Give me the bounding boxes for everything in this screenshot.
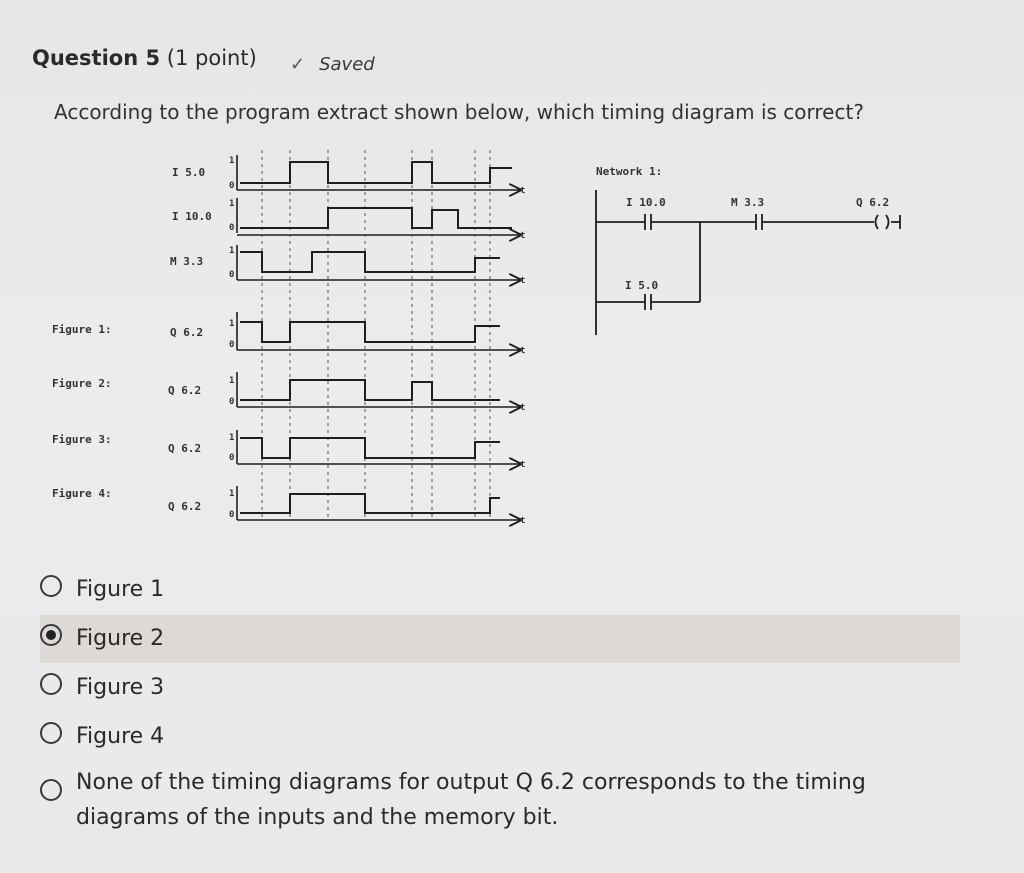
figure-signal-4: Q 6.2	[168, 500, 202, 513]
svg-text:1: 1	[229, 199, 235, 209]
svg-text:t: t	[520, 186, 526, 196]
radio-button[interactable]	[40, 673, 62, 695]
option-label: Figure 4	[76, 724, 165, 749]
option-figure-3[interactable]	[40, 670, 164, 706]
figure-label-2: Figure 2:	[52, 377, 112, 390]
saved-label: Saved	[319, 54, 375, 75]
ladder-label-i50: I 5.0	[625, 279, 659, 292]
waveform-figure-1	[240, 322, 500, 342]
radio-button[interactable]	[40, 779, 62, 801]
figure-signal-2: Q 6.2	[168, 384, 202, 397]
option-figure-2[interactable]	[40, 621, 164, 657]
signal-label-m33: M 3.3	[170, 255, 204, 268]
waveform-figure-4	[240, 494, 500, 513]
option-figure-1[interactable]	[40, 572, 164, 608]
selected-option-highlight	[40, 615, 960, 663]
option-label: Figure 2	[76, 626, 165, 651]
option-label: Figure 3	[76, 675, 165, 700]
radio-button[interactable]	[40, 575, 62, 597]
svg-text:0: 0	[229, 223, 235, 233]
svg-text:0: 0	[229, 453, 235, 463]
timing-x-axes	[237, 190, 520, 520]
level-labels	[229, 156, 234, 520]
svg-text:0: 0	[229, 270, 235, 280]
option-label-line2: diagrams of the inputs and the memory bit.	[76, 805, 559, 831]
ladder-label-m33: M 3.3	[731, 196, 765, 209]
question-prompt: According to the program extract shown below, which timing diagram is correct?	[54, 100, 864, 124]
radio-button[interactable]	[40, 722, 62, 744]
svg-text:0: 0	[229, 510, 235, 520]
option-label	[76, 765, 866, 835]
radio-button-selected[interactable]	[40, 624, 62, 646]
signal-label-i50: I 5.0	[172, 166, 206, 179]
option-label: Figure 1	[76, 577, 165, 602]
ladder-rung	[596, 190, 900, 335]
svg-text:1: 1	[229, 433, 235, 443]
figure-label-1: Figure 1:	[52, 323, 112, 336]
option-figure-4[interactable]	[40, 719, 164, 755]
waveform-figure-2	[240, 380, 500, 400]
svg-text:0: 0	[229, 181, 235, 191]
svg-text:t: t	[520, 403, 526, 413]
svg-text:t: t	[520, 516, 526, 526]
ladder-network-label: Network 1:	[596, 165, 663, 178]
svg-text:t: t	[520, 276, 526, 286]
question-points: (1 point)	[166, 46, 257, 70]
svg-text:t: t	[520, 346, 526, 356]
option-label-line1: None of the timing diagrams for output Q 6.2 corresponds to the timing	[76, 770, 866, 795]
figure-signal-3: Q 6.2	[168, 442, 202, 455]
svg-text:t: t	[520, 231, 526, 241]
check-icon: ✓	[290, 54, 306, 75]
signal-label-i100: I 10.0	[172, 210, 212, 223]
svg-text:0: 0	[229, 340, 235, 350]
figure-label-3: Figure 3:	[52, 433, 112, 446]
waveform-m33	[240, 252, 500, 272]
svg-text:1: 1	[229, 376, 235, 386]
ladder-label-q62: Q 6.2	[856, 196, 890, 209]
option-none[interactable]	[40, 765, 866, 835]
svg-text:1: 1	[229, 319, 235, 329]
question-title: Question 5	[32, 46, 161, 70]
waveform-figure-3	[240, 438, 500, 458]
ladder-label-i100: I 10.0	[626, 196, 666, 209]
time-axis-labels	[520, 186, 525, 526]
figure-signal-1: Q 6.2	[170, 326, 204, 339]
svg-text:0: 0	[229, 397, 235, 407]
svg-text:t: t	[520, 460, 526, 470]
waveform-i50	[240, 162, 512, 183]
figure-label-4: Figure 4:	[52, 487, 112, 500]
waveform-i100	[240, 208, 512, 228]
svg-text:1: 1	[229, 489, 235, 499]
svg-text:1: 1	[229, 246, 235, 256]
svg-text:1: 1	[229, 156, 235, 166]
